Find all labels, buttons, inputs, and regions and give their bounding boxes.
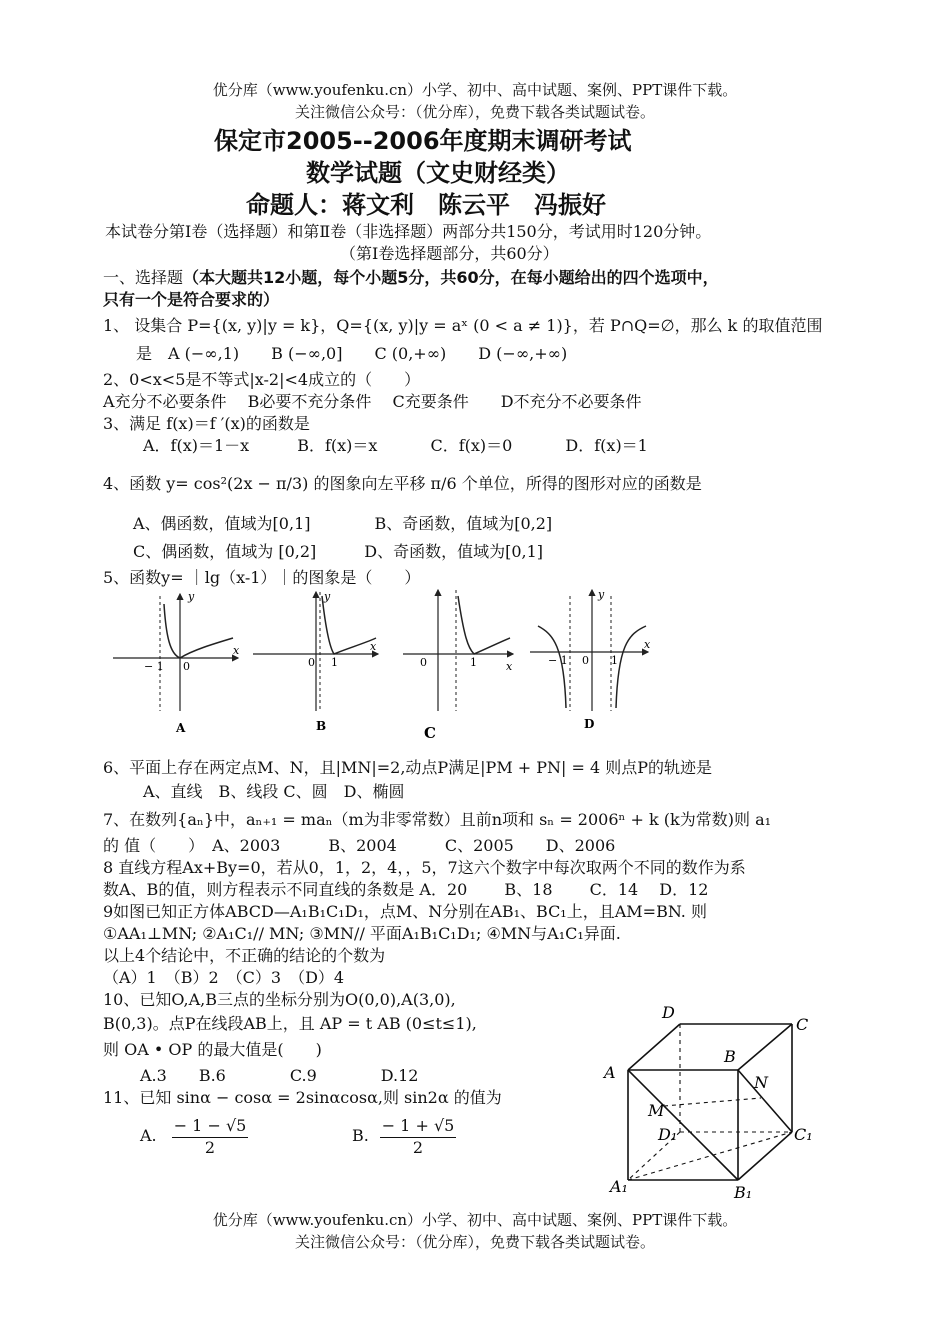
graph-b-one: 1 — [331, 656, 338, 669]
q4-stem: 4、函数 y= cos²(2x − π/3) 的图象向左平移 π/6 个单位，所得的图形对应的函数是 — [103, 474, 702, 493]
title-sub: 数学试题（文史财经类） — [306, 159, 570, 187]
q9-options: （A）1 （B）2 （C）3 （D）4 — [103, 968, 345, 987]
q1-options: 是 A (−∞,1) B (−∞,0] C (0,+∞) D (−∞,+∞) — [136, 344, 568, 363]
intro-part1: （第Ⅰ卷选择题部分，共60分） — [340, 244, 559, 263]
q1-stem: 1、 设集合 P={(x, y)|y = k}，Q={(x, y)|y = aˣ (0 < a ≠ 1)}，若 P∩Q=∅，那么 k 的取值范围 — [103, 316, 823, 335]
title-authors: 命题人：蒋文利 陈云平 冯振好 — [246, 191, 606, 219]
cube-label-c1: C₁ — [794, 1125, 813, 1144]
q10-line-3: 则 OA • OP 的最大值是( ) — [103, 1040, 322, 1059]
graph-c-one: 1 — [470, 656, 477, 669]
intro-desc: 本试卷分第Ⅰ卷（选择题）和第Ⅱ卷（非选择题）两部分共150分，考试用时120分钟。 — [105, 222, 712, 241]
section-note-2: 只有一个是符合要求的） — [103, 290, 280, 309]
cube-label-m: M — [648, 1101, 665, 1120]
graph-d-y-label: y — [598, 588, 605, 601]
graph-b-label: B — [316, 719, 327, 733]
q6-stem: 6、平面上存在两定点M、N，且|MN|=2,动点P满足|PM + PN| = 4 则点P的轨迹是 — [103, 758, 713, 777]
q9-line-2: ①AA₁⊥MN; ②A₁C₁// MN; ③MN// 平面A₁B₁C₁D₁; ④MN与A₁C₁异面. — [103, 924, 621, 943]
graph-b-y-label: y — [324, 590, 331, 603]
graph-d — [530, 588, 651, 731]
q11-option-a — [172, 1116, 248, 1157]
cube-label-d1: D₁ — [658, 1125, 678, 1144]
graph-d-zero: 0 — [582, 654, 589, 667]
section-heading — [103, 268, 719, 288]
q11-option-b — [380, 1116, 456, 1157]
q2-stem: 2、0<x<5是不等式|x-2|<4成立的（ ） — [103, 370, 421, 389]
graph-c — [403, 590, 513, 742]
graph-a-neg1: − 1 — [144, 660, 164, 673]
q11-option-a-den: 2 — [172, 1137, 248, 1157]
q3-stem: 3、满足 f(x)＝f ′(x)的函数是 — [103, 414, 310, 433]
q11-option-b-den: 2 — [380, 1137, 456, 1157]
section-label: 一、选择题 — [103, 268, 184, 287]
q4-options-2: C、偶函数，值域为 [0,2] D、奇函数，值域为[0,1] — [133, 542, 544, 561]
q11-option-a-num: − 1 − √5 — [173, 1116, 247, 1135]
cube-figure — [596, 998, 826, 1204]
cube-label-a: A — [604, 1063, 616, 1082]
cube-label-d: D — [662, 1003, 675, 1022]
graph-b-x-label: x — [370, 640, 377, 653]
footer-line-1: 优分库（www.youfenku.cn）小学、初中、高中试题、案例、PPT课件下载。 — [212, 1211, 738, 1229]
graph-a-y-label: y — [188, 590, 195, 603]
graph-d-neg1: − 1 — [548, 654, 568, 667]
graph-c-zero: 0 — [420, 656, 427, 669]
cube-label-c: C — [796, 1015, 809, 1034]
graph-a-zero: 0 — [183, 660, 190, 673]
q11-option-b-label: B. — [352, 1126, 369, 1145]
q3-options: A．f(x)＝1－x B．f(x)＝x C．f(x)＝0 D．f(x)＝1 — [143, 436, 648, 455]
q10-line-2: B(0,3)。点P在线段AB上，且 AP = t AB (0≤t≤1), — [103, 1014, 477, 1033]
graph-c-x-label: x — [506, 660, 513, 673]
graph-d-x-label: x — [644, 638, 651, 651]
graph-c-label: C — [424, 724, 436, 742]
footer-line-2: 关注微信公众号：（优分库），免费下载各类试题试卷。 — [294, 1233, 655, 1251]
q4-options-1: A、偶函数，值域为[0,1] B、奇函数，值域为[0,2] — [133, 514, 553, 533]
q11-option-b-num: − 1 + √5 — [381, 1116, 455, 1135]
q8-line-2: 数A、B的值，则方程表示不同直线的条数是 A．20 B、18 C．14 D．12 — [103, 880, 709, 899]
graph-b — [253, 590, 378, 733]
q7-options: 的 值（ ） A、2003 B、2004 C、2005 D、2006 — [103, 836, 616, 855]
q11-stem: 11、已知 sinα − cosα = 2sinαcosα,则 sin2α 的值为 — [103, 1088, 502, 1107]
q9-line-1: 9如图已知正方体ABCD—A₁B₁C₁D₁，点M、N分别在AB₁、BC₁上，且AM=BN. 则 — [103, 902, 707, 921]
q9-line-3: 以上4个结论中，不正确的结论的个数为 — [103, 946, 386, 965]
graph-a-x-label: x — [233, 644, 240, 657]
q7-stem: 7、在数列{aₙ}中，aₙ₊₁ = maₙ（m为非零常数）且前n项和 sₙ = 2006ⁿ + k (k为常数)则 a₁ — [103, 810, 772, 829]
q2-options: A充分不必要条件 B必要不充分条件 C充要条件 D不充分不必要条件 — [103, 392, 642, 411]
cube-label-n: N — [754, 1073, 768, 1092]
cube-label-a1: A₁ — [610, 1177, 628, 1196]
header-line-1: 优分库（www.youfenku.cn）小学、初中、高中试题、案例、PPT课件下载。 — [212, 81, 738, 99]
q8-line-1: 8 直线方程Ax+By=0，若从0，1，2，4，，5，7这六个数字中每次取两个不同的数作为系 — [103, 858, 746, 877]
cube-label-b1: B₁ — [734, 1183, 753, 1202]
graph-b-zero: 0 — [308, 656, 315, 669]
q6-options: A、直线 B、线段 C、圆 D、椭圆 — [143, 782, 405, 801]
q11-option-a-label: A. — [140, 1126, 157, 1145]
graph-d-one: 1 — [611, 654, 618, 667]
cube-label-b: B — [724, 1047, 736, 1066]
q5-graphs — [108, 586, 651, 746]
q5-stem: 5、函数y= ｜lg（x-1）｜的图象是（ ） — [103, 568, 421, 587]
graph-a-label: A — [176, 721, 186, 735]
section-note-1: （本大题共12小题，每个小题5分，共60分，在每小题给出的四个选项中， — [183, 268, 719, 287]
q10-options: A.3 B.6 C.9 D.12 — [140, 1066, 419, 1085]
q10-line-1: 10、已知O,A,B三点的坐标分别为O(0,0),A(3,0), — [103, 990, 456, 1009]
header-line-2: 关注微信公众号：（优分库），免费下载各类试题试卷。 — [294, 103, 655, 121]
title-main: 保定市2005--2006年度期末调研考试 — [214, 127, 632, 155]
graph-d-label: D — [584, 717, 595, 731]
graph-a — [113, 590, 240, 735]
